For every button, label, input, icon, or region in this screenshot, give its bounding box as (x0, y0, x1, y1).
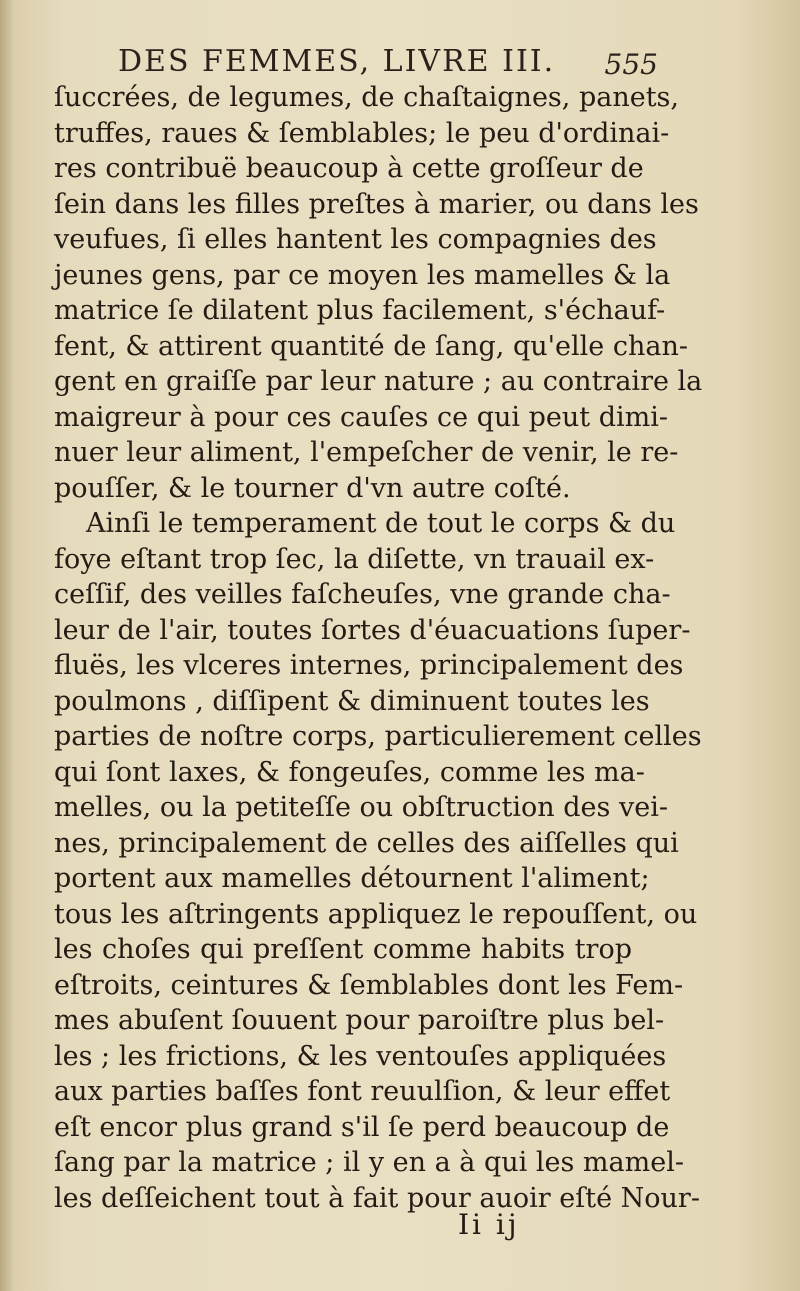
text-line: res contribuë beaucoup à cette groſſeur de (54, 153, 644, 184)
text-line: foye eſtant trop ſec, la diſette, vn trauail ex- (54, 543, 655, 575)
text-line: matrice ſe dilatent plus facilement, s'échauf- (54, 295, 666, 326)
text-line: fluës, les vlceres internes, principalement des (54, 650, 684, 681)
text-line: portent aux mamelles détournent l'aliment; (54, 863, 650, 894)
text-line: parties de noſtre corps, particulierement celles (54, 721, 702, 752)
text-line: leur de l'air, toutes ſortes d'éuacuations ſuper- (54, 614, 691, 646)
paragraph-start-line: Ainſi le temperament de tout le corps & du (86, 508, 676, 539)
body-text (54, 80, 703, 1216)
page-gutter-shadow (0, 0, 14, 1291)
text-line: ſuccrées, de legumes, de chaſtaignes, panets, (54, 82, 679, 113)
text-line: pouſſer, & le tourner d'vn autre coſté. (54, 472, 571, 504)
text-line: poulmons , diſſipent & diminuent toutes les (54, 685, 650, 717)
text-line: veufues, ſi elles hantent les compagnies des (54, 224, 657, 255)
text-line: mes abuſent ſouuent pour paroiſtre plus bel- (54, 1005, 665, 1036)
text-line: les choſes qui preſſent comme habits trop (54, 934, 632, 965)
text-line: jeunes gens, par ce moyen les mamelles & la (54, 259, 671, 291)
text-line: les deſſeichent tout à fait pour auoir eſté Nour- (54, 1182, 700, 1214)
text-line: ſein dans les filles preſtes à marier, ou dans les (54, 188, 699, 220)
text-line: tous les aſtringents appliquez le repouſſent, ou (54, 898, 698, 930)
text-line: ſang par la matrice ; il y en a à qui les mamel- (54, 1147, 684, 1178)
text-line: fent, & attirent quantité de ſang, qu'elle chan- (54, 330, 688, 362)
running-head: DES FEMMES, LIVRE III. (118, 44, 556, 79)
text-line: eſtroits, ceintures & ſemblables dont les Fem- (54, 969, 684, 1001)
text-line: qui ſont laxes, & fongeuſes, comme les ma- (54, 756, 645, 788)
text-line: nes, principalement de celles des aiſſelles qui (54, 827, 679, 859)
text-line: les ; les frictions, & les ventouſes appliquées (54, 1040, 667, 1072)
text-line: gent en graiſſe par leur nature ; au contraire la (54, 366, 703, 397)
text-line: ceſſif, des veilles faſcheuſes, vne grande cha- (54, 579, 671, 610)
text-line: maigreur à pour ces cauſes ce qui peut dimi- (54, 401, 668, 433)
page-number: 555 (604, 48, 658, 81)
text-line: nuer leur aliment, l'empeſcher de venir, le re- (54, 437, 679, 468)
text-line: aux parties baſſes font reuulſion, & leur effet (54, 1076, 671, 1107)
signature-mark: Ii ij (458, 1208, 520, 1241)
text-line: truffes, raues & ſemblables; le peu d'ordinai- (54, 117, 670, 149)
text-line: eſt encor plus grand s'il ſe perd beaucoup de (54, 1111, 670, 1143)
text-line: melles, ou la petiteſſe ou obſtruction des vei- (54, 792, 668, 823)
